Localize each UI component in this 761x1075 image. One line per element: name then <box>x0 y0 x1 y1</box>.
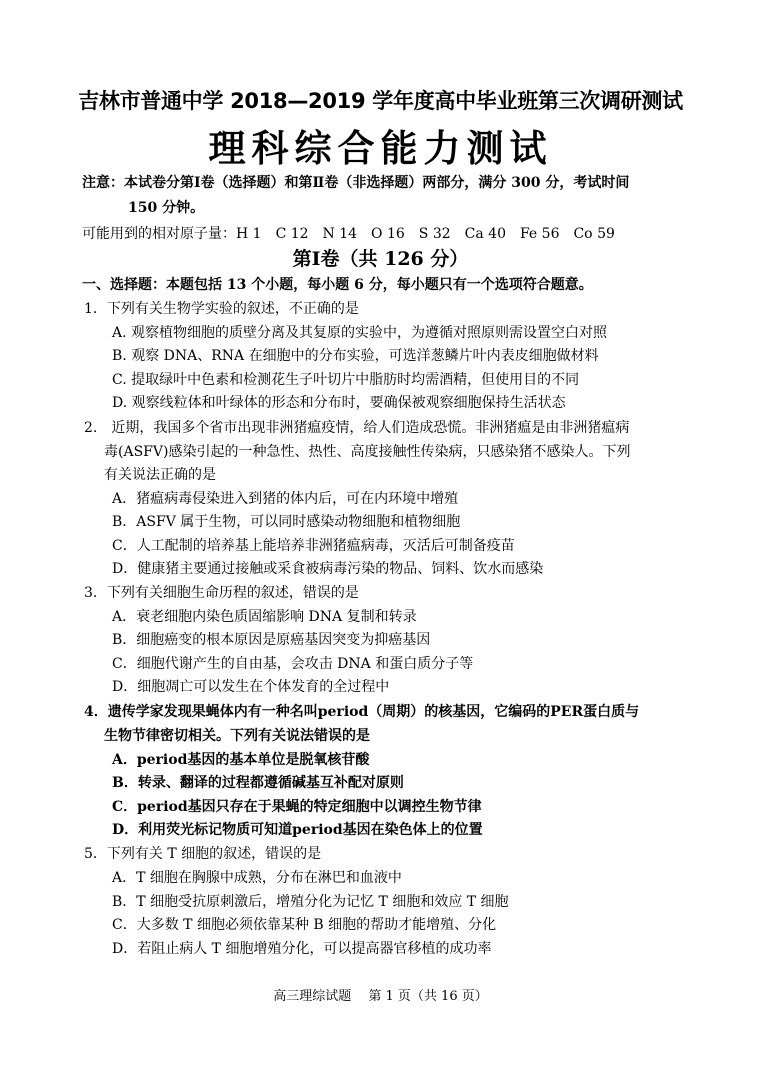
notice-line-1: 注意：本试卷分第Ⅰ卷（选择题）和第Ⅱ卷（非选择题）两部分，满分 300 分，考试时间 <box>82 175 630 191</box>
question-stem: 毒(ASFV)感染引起的一种急性、热性、高度接触性传染病，只感染猪不感染人。下列 <box>104 444 631 460</box>
question-stem: 5．下列有关 T 细胞的叙述，错误的是 <box>84 846 322 862</box>
option: D. 观察线粒体和叶绿体的形态和分布时，要确保被观察细胞保持生活状态 <box>112 395 566 411</box>
option: A．T 细胞在胸腺中成熟，分布在淋巴和血液中 <box>112 870 402 886</box>
option: B．细胞癌变的根本原因是原癌基因突变为抑癌基因 <box>112 632 431 648</box>
exam-subtitle: 理科综合能力测试 <box>208 126 553 170</box>
page-footer: 高三理综试题 第 1 页（共 16 页） <box>273 989 488 1004</box>
option: C．人工配制的培养基上能培养非洲猪瘟病毒，灭活后可制备疫苗 <box>112 538 515 554</box>
option: B．转录、翻译的过程都遵循碱基互补配对原则 <box>112 775 404 791</box>
option: D．利用荧光标记物质可知道period基因在染色体上的位置 <box>112 822 483 838</box>
option: A．衰老细胞内染色质固缩影响 DNA 复制和转录 <box>112 609 417 625</box>
question-stem: 4．遗传学家发现果蝇体内有一种名叫period（周期）的核基因，它编码的PER蛋白质与 <box>84 704 640 720</box>
option: A．period基因的基本单位是脱氧核苷酸 <box>112 752 370 768</box>
section-title: 第Ⅰ卷（共 126 分） <box>292 248 469 270</box>
option: B．T 细胞受抗原刺激后，增殖分化为记忆 T 细胞和效应 T 细胞 <box>112 894 509 910</box>
option: B．ASFV 属于生物，可以同时感染动物细胞和植物细胞 <box>112 514 461 530</box>
question-stem: 3．下列有关细胞生命历程的叙述，错误的是 <box>84 585 359 601</box>
option: D．若阻止病人 T 细胞增殖分化，可以提高器官移植的成功率 <box>112 941 492 957</box>
notice-line-2: 150 分钟。 <box>128 200 205 216</box>
option: A. 观察植物细胞的质壁分离及其复原的实验中，为遵循对照原则需设置空白对照 <box>112 325 608 341</box>
part-instruction: 一、选择题：本题包括 13 个小题，每小题 6 分，每小题只有一个选项符合题意。 <box>82 277 593 293</box>
question-stem: 2. 近期，我国多个省市出现非洲猪瘟疫情，给人们造成恐慌。非洲猪瘟是由非洲猪瘟病 <box>84 420 630 436</box>
question-stem: 有关说法正确的是 <box>104 467 216 483</box>
exam-title: 吉林市普通中学 2018—2019 学年度高中毕业班第三次调研测试 <box>78 89 683 113</box>
option: C. 提取绿叶中色素和检测花生子叶切片中脂肪时均需酒精，但使用目的不同 <box>112 372 580 388</box>
option: D．细胞凋亡可以发生在个体发育的全过程中 <box>112 679 390 695</box>
option: B. 观察 DNA、RNA 在细胞中的分布实验，可选洋葱鳞片叶内表皮细胞做材料 <box>112 348 599 364</box>
question-stem: 生物节律密切相关。下列有关说法错误的是 <box>104 728 370 744</box>
option: A．猪瘟病毒侵染进入到猪的体内后，可在内环境中增殖 <box>112 491 459 507</box>
atomic-masses: 可能用到的相对原子量：H 1 C 12 N 14 O 16 S 32 Ca 40 Fe 56 Co 59 <box>82 226 615 242</box>
option: D．健康猪主要通过接触或采食被病毒污染的物品、饲料、饮水而感染 <box>112 561 544 577</box>
question-stem: 1．下列有关生物学实验的叙述，不正确的是 <box>84 301 359 317</box>
option: C．大多数 T 细胞必须依靠某种 B 细胞的帮助才能增殖、分化 <box>112 917 497 933</box>
option: C．细胞代谢产生的自由基，会攻击 DNA 和蛋白质分子等 <box>112 656 474 672</box>
option: C．period基因只存在于果蝇的特定细胞中以调控生物节律 <box>112 799 482 815</box>
